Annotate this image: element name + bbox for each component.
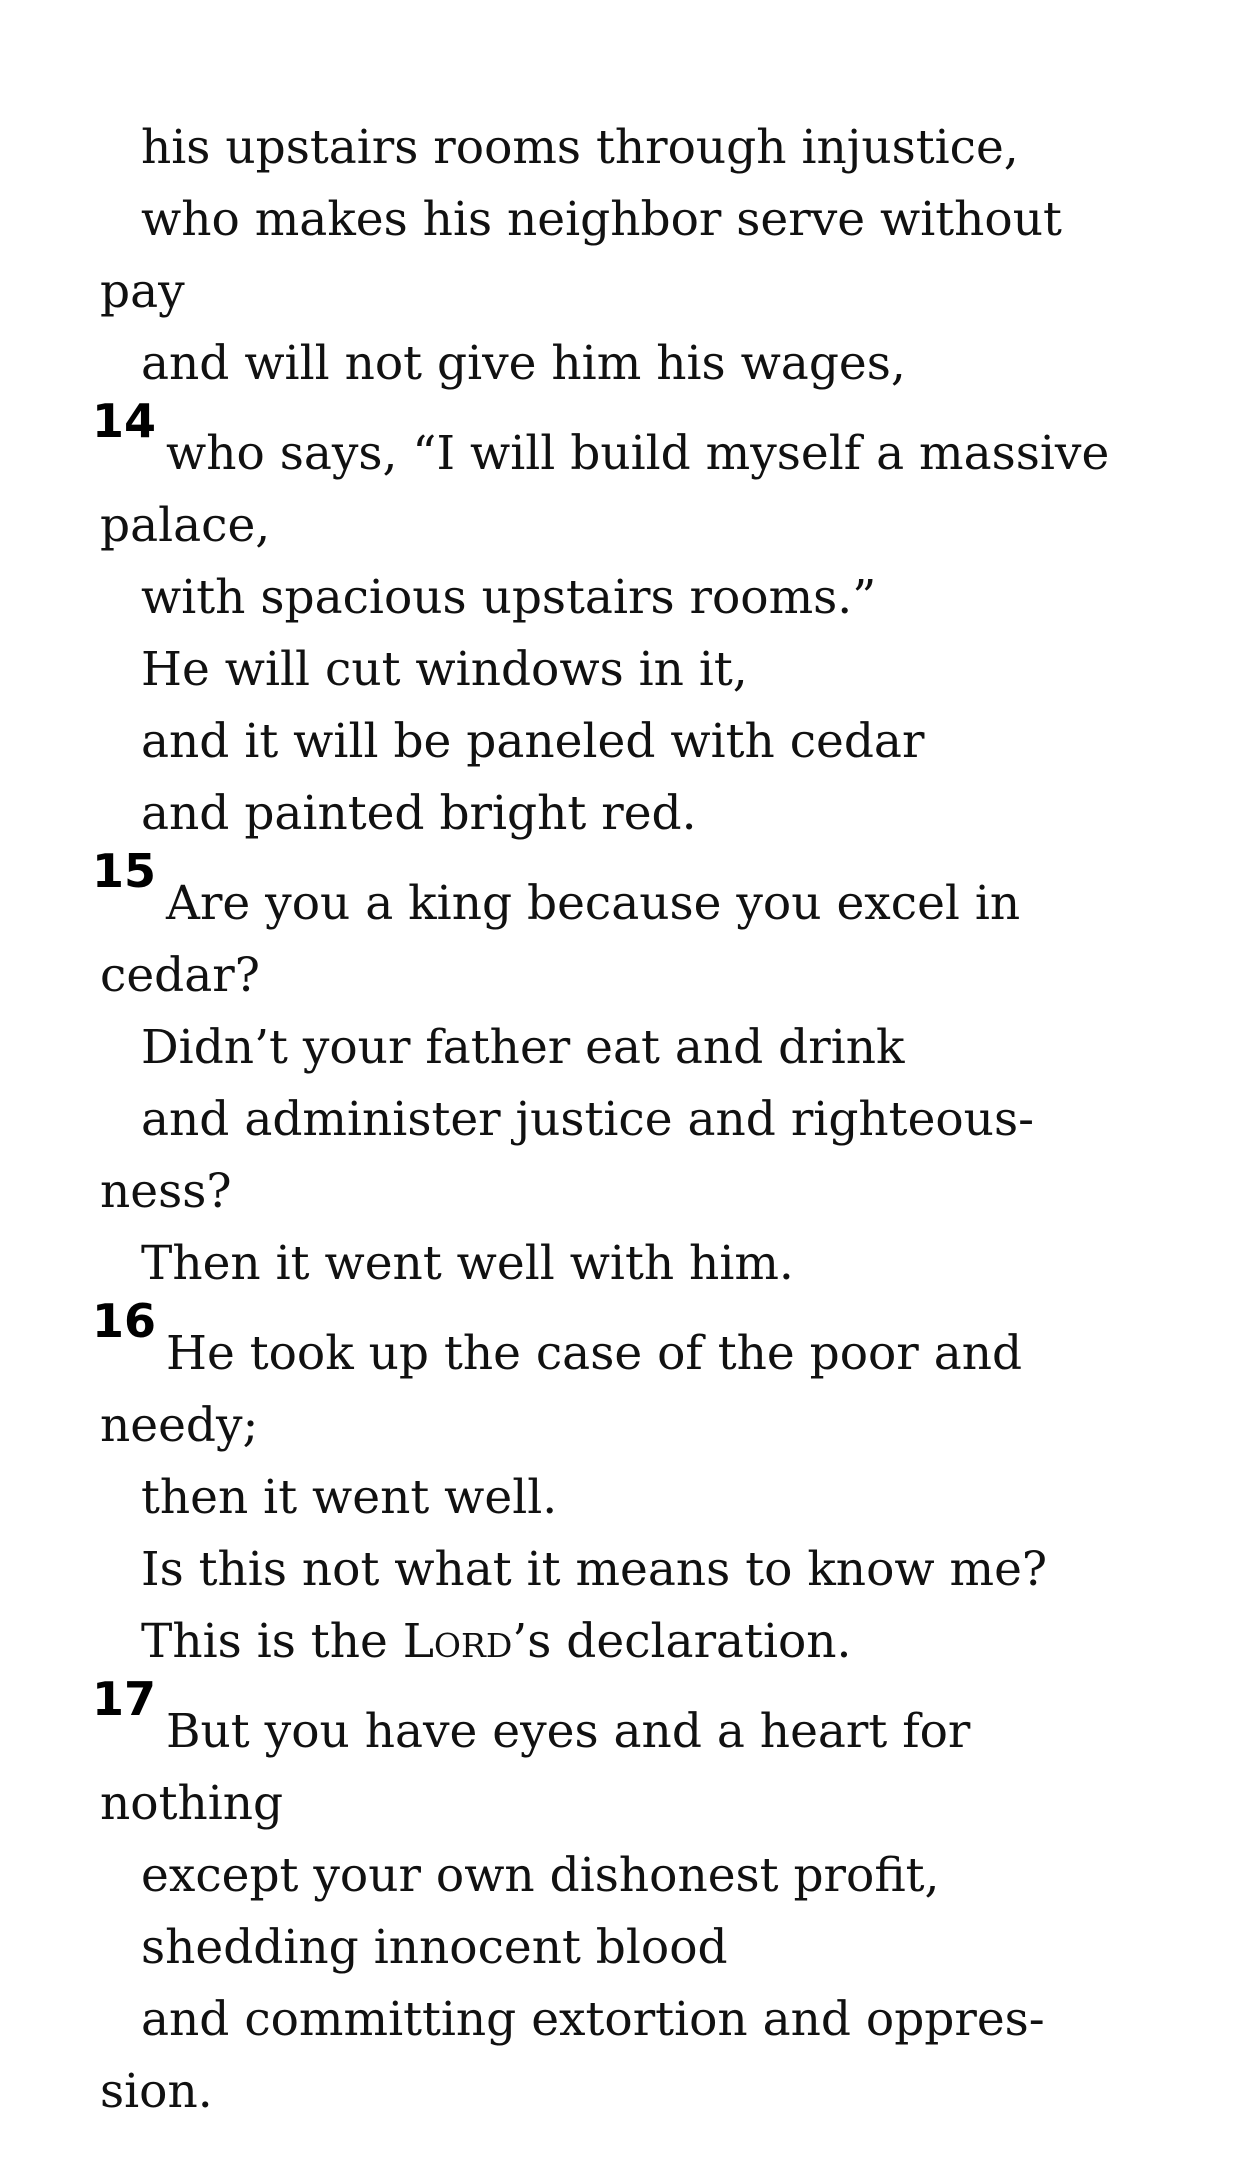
poetry-line: and administer justice and righteous- xyxy=(141,1092,1034,1147)
line-segment: ’s declaration. xyxy=(512,1614,852,1669)
divine-name-small-caps: Lord xyxy=(402,1614,513,1669)
poetry-line: Is this not what it means to know me? xyxy=(141,1542,1048,1597)
scripture-text xyxy=(92,112,1180,2128)
poetry-line: Then it went well with him. xyxy=(141,1236,794,1291)
poetry-line: and committing extortion and oppres- xyxy=(141,1992,1045,2047)
verse-text: But you have eyes and a heart for xyxy=(166,1704,971,1759)
verse-number[interactable]: 15 xyxy=(92,844,157,898)
verse-number[interactable]: 16 xyxy=(92,1294,157,1348)
poetry-line xyxy=(100,1606,1180,1678)
poetry-line-continuation: needy; xyxy=(100,1398,259,1453)
poetry-line: who makes his neighbor serve without xyxy=(141,192,1062,247)
poetry-line-continuation: cedar? xyxy=(100,948,260,1003)
verse-text: who says, “I will build myself a massive xyxy=(166,426,1110,481)
verse-text: He took up the case of the poor and xyxy=(166,1326,1023,1381)
poetry-line: shedding innocent blood xyxy=(141,1920,728,1975)
poetry-line: then it went well. xyxy=(141,1470,558,1525)
poetry-line-continuation: ness? xyxy=(100,1164,232,1219)
verse-text: Are you a king because you excel in xyxy=(166,876,1021,931)
poetry-line-continuation: sion. xyxy=(100,2064,213,2119)
poetry-line: He will cut windows in it, xyxy=(141,642,748,697)
poetry-line-continuation: nothing xyxy=(100,1776,284,1831)
verse-number[interactable]: 17 xyxy=(92,1672,157,1726)
verse-16-line xyxy=(92,1294,1180,1390)
poetry-line: Didn’t your father eat and drink xyxy=(141,1020,905,1075)
verse-17-line xyxy=(92,1672,1180,1768)
poetry-line: and it will be paneled with cedar xyxy=(141,714,925,769)
poetry-line: and painted bright red. xyxy=(141,786,697,841)
verse-14-line xyxy=(92,394,1180,490)
line-segment: This is the xyxy=(141,1614,403,1669)
poetry-line: with spacious upstairs rooms.” xyxy=(141,570,877,625)
poetry-line: and will not give him his wages, xyxy=(141,336,906,391)
poetry-line-continuation: pay xyxy=(100,264,185,319)
verse-15-line xyxy=(92,844,1180,940)
poetry-line-continuation: palace, xyxy=(100,498,271,553)
poetry-line: except your own dishonest profit, xyxy=(141,1848,940,1903)
verse-number[interactable]: 14 xyxy=(92,394,157,448)
poetry-line: his upstairs rooms through injustice, xyxy=(141,120,1019,175)
